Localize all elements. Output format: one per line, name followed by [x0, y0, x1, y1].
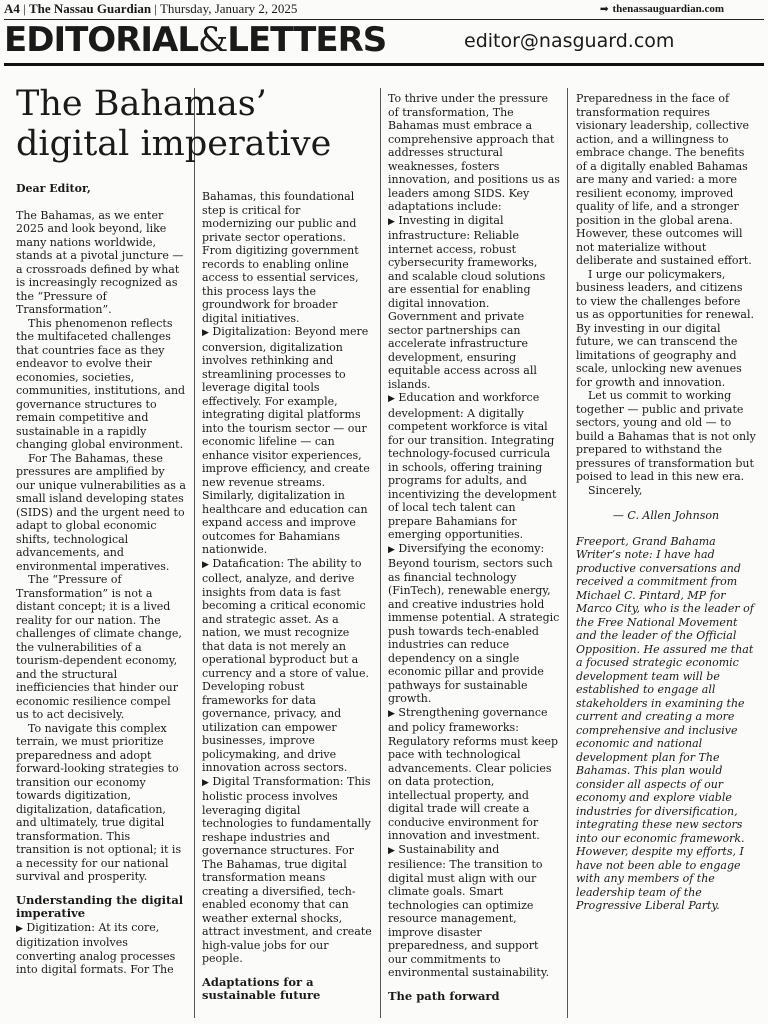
column-divider — [567, 88, 568, 1018]
paragraph: The “Pressure of Transformation” is not a distant concept; it is a lived reality for our nation. The challenges of climate change, the vulnerabilities of a tourism-dependent economy, and the structural inefficiencies that hinder our economic resilience compel us to act decisively. — [16, 573, 182, 721]
paragraph — [388, 92, 560, 214]
paragraph: The Bahamas, as we enter 2025 and look beyond, like many nations worldwide, stands at a pivotal juncture — a crossroads defined by what is increasingly recognized as the “Pressure of Transformation”. — [16, 208, 184, 316]
paragraph: This phenomenon reflects the multifaceted challenges that countries face as they endeavor to evolve their economies, societies, communities, institutions, and governance structures to remain competitive and sustainable in a rapidly changing global environment. — [16, 316, 186, 451]
subheading-understanding: Understanding the digital imperative — [16, 892, 184, 920]
paragraph-bullet — [388, 542, 560, 706]
paper-name: The Nassau Guardian — [29, 1, 152, 16]
column-divider — [194, 88, 195, 1018]
paragraph — [202, 190, 372, 325]
section-masthead — [4, 20, 764, 60]
paragraph: To navigate this complex terrain, we must prioritize preparedness and adopt forward-looking strategies to transition our economy towards digitization, digitalization, datafication, and ultimately, true digital transformation. This transition is not optional; it is a necessity for our national survival and prosperity. — [16, 721, 182, 883]
paragraph-bullet — [202, 775, 372, 966]
triangle-bullet-icon: ▶ — [16, 923, 23, 934]
column-divider — [380, 88, 381, 1018]
section-title: EDITORIAL&LETTERS — [4, 20, 387, 60]
triangle-bullet-icon: ▶ — [388, 708, 395, 719]
editor-email[interactable]: editor@nasguard.com — [464, 30, 675, 52]
triangle-bullet-icon: ▶ — [388, 394, 395, 404]
signature: — C. Allen Johnson — [612, 509, 720, 522]
paragraph: Preparedness in the face of transformation requires visionary leadership, collective action, and a willingness to embrace change. The benefits of a digitally enabled Bahamas are many and varied: a more resilient economy, improved quality of life, and a stronger position in the global arena. However, these outcomes will not materialize without deliberate and sustained effort. — [576, 92, 752, 267]
paragraph-text: Investing in digital infrastructure: Reliable internet access, robust cybersecurity frameworks, and scalable cloud solutions are essential for enabling digital innovation. Government and private sector partnerships can accelerate infrastructure development, ensuring equitable access across all islands. — [388, 213, 546, 391]
paragraph-text: Digital Transformation: This holistic process involves leveraging digital technologies to fundamentally reshape industries and governance structures. For The Bahamas, true digital transformation means creating a diversified, tech-enabled economy that can weather external shocks, attract investment, and create high-value jobs for our people. — [202, 774, 372, 965]
column-2-paragraphs — [202, 190, 372, 966]
triangle-bullet-icon: ▶ — [202, 777, 209, 788]
website-text[interactable]: thenassauguardian.com — [612, 3, 724, 15]
paragraph: Let us commit to working together — public and private sectors, young and old — to build a Bahamas that is not only prepared to withstand the pressures of transformation but poised to lead in this new era. — [576, 389, 756, 483]
paragraph-text: Education and workforce development: A digitally competent workforce is vital for our transition. Integrating technology-focused curricula in schools, offering training programs for adults, and incentivizing the development of local tech talent can prepare Bahamians for emerging opportunities. — [388, 391, 557, 541]
column-4-paragraphs — [576, 92, 756, 497]
paragraph: For The Bahamas, these pressures are amplified by our unique vulnerabilities as a small island developing states (SIDS) and the urgent need to adapt to global economic shifts, technological advancements, and environmental imperatives. — [16, 451, 186, 573]
paragraph-text: Strengthening governance and policy frameworks: Regulatory reforms must keep pace with technological advancements. Clear policies on data protection, intellectual property, and digital trade will create a conducive environment for innovation and investment. — [388, 705, 559, 842]
paragraph-text: Datafication: The ability to collect, analyze, and derive insights from data is fast becoming a critical economic and strategic asset. As a nation, we must recognize that data is not merely an operational byproduct but a currency and a store of value. Developing robust frameworks for data governance, privacy, and utilization can empower businesses, improve policymaking, and drive innovation across sectors. — [202, 556, 369, 774]
paragraph-text: Sustainability and resilience: The transition to digital must align with our climate goals. Smart technologies can optimize resource management, improve disaster preparedness, and support our commitments to environmental sustainability. — [388, 842, 550, 979]
triangle-bullet-icon: ▶ — [202, 559, 209, 570]
subheading-path-forward: The path forward — [388, 988, 500, 1003]
issue-date: Thursday, January 2, 2025 — [159, 1, 298, 16]
column-1-paragraphs — [16, 209, 186, 884]
page-info: A4 | The Nassau Guardian | Thursday, January 2, 2025 — [4, 1, 298, 16]
arrow-icon: ➟ — [600, 4, 609, 15]
triangle-bullet-icon: ▶ — [388, 845, 395, 856]
paragraph-text: Digitalization: Beyond mere conversion, digitalization involves rethinking and streamlining processes to leverage digital tools effectively. For example, integrating digital platforms into the tourism sector — our economic lifeline — can enhance visitor experiences, improve efficiency, and create new revenue streams. Similarly, digitalization in healthcare and education can expand access and improve outcomes for Bahamians nationwide. — [202, 325, 370, 556]
triangle-bullet-icon: ▶ — [388, 216, 395, 227]
masthead-rule — [4, 63, 764, 66]
triangle-bullet-icon: ▶ — [202, 328, 209, 338]
paragraph-text: Bahamas, this foundational step is critical for modernizing our public and private sector operations. From digitizing government records to enabling online access to essential services, this process lays the groundwork for broader digital initiatives. — [202, 190, 359, 325]
paragraph-text: Diversifying the economy: Beyond tourism, sectors such as financial technology (FinTech), renewable energy, and creative industries hold immense potential. A strategic push towards tech-enabled industries can reduce dependency on a single economic pillar and provide pathways for sustainable growth. — [388, 541, 560, 705]
paragraph-bullet — [202, 557, 372, 775]
article-column-2 — [202, 190, 372, 1018]
paragraph-bullet — [202, 325, 372, 557]
paragraph-text: To thrive under the pressure of transformation, The Bahamas must embrace a comprehensive approach that addresses structural weaknesses, fosters innovation, and positions us as leaders among SIDS. Key adaptations include: — [388, 92, 560, 213]
page-number: A4 — [4, 1, 20, 16]
triangle-bullet-icon: ▶ — [388, 544, 395, 555]
article-column-3 — [388, 92, 560, 1018]
paragraph-bullet: ▶ Digitization: At its core, digitization involves converting analog processes into digital formats. For The — [16, 920, 176, 976]
article-headline: The Bahamas’ digital imperative — [16, 84, 332, 164]
paragraph-bullet — [388, 843, 560, 980]
greeting: Dear Editor, — [16, 182, 91, 195]
website-link[interactable] — [600, 0, 724, 19]
subheading-adaptations: Adaptations for a sustainable future — [202, 974, 321, 1002]
writers-note: Freeport, Grand Bahama Writer’s note: I have had productive conversations and received a commitment from Michael C. Pintard, MP for Marco City, who is the leader of the Free National Movement and the leader of the Official Opposition. He assured me that a focused strategic economic development team will be established to engage all stakeholders in examining the current and creating a more comprehensive and inclusive economic and national development plan for The Bahamas. This plan would consider all aspects of our economy and explore viable industries for diversification, integrating these new sectors into our economic framework. However, despite my efforts, I have not been able to engage with any members of the leadership team of the Progressive Liberal Party. — [576, 534, 754, 912]
article-column-1 — [16, 182, 186, 1018]
top-bar — [4, 0, 764, 18]
paragraph: I urge our policymakers, business leaders, and citizens to view the challenges before us as opportunities for renewal. By investing in our digital future, we can transcend the limitations of geography and scale, unlocking new avenues for growth and innovation. — [576, 267, 755, 389]
paragraph: Sincerely, — [588, 483, 643, 497]
article-column-4 — [576, 92, 756, 1018]
paragraph-bullet — [388, 706, 560, 843]
column-3-paragraphs — [388, 92, 560, 980]
paragraph-bullet — [388, 214, 560, 392]
paragraph-bullet — [388, 391, 560, 542]
